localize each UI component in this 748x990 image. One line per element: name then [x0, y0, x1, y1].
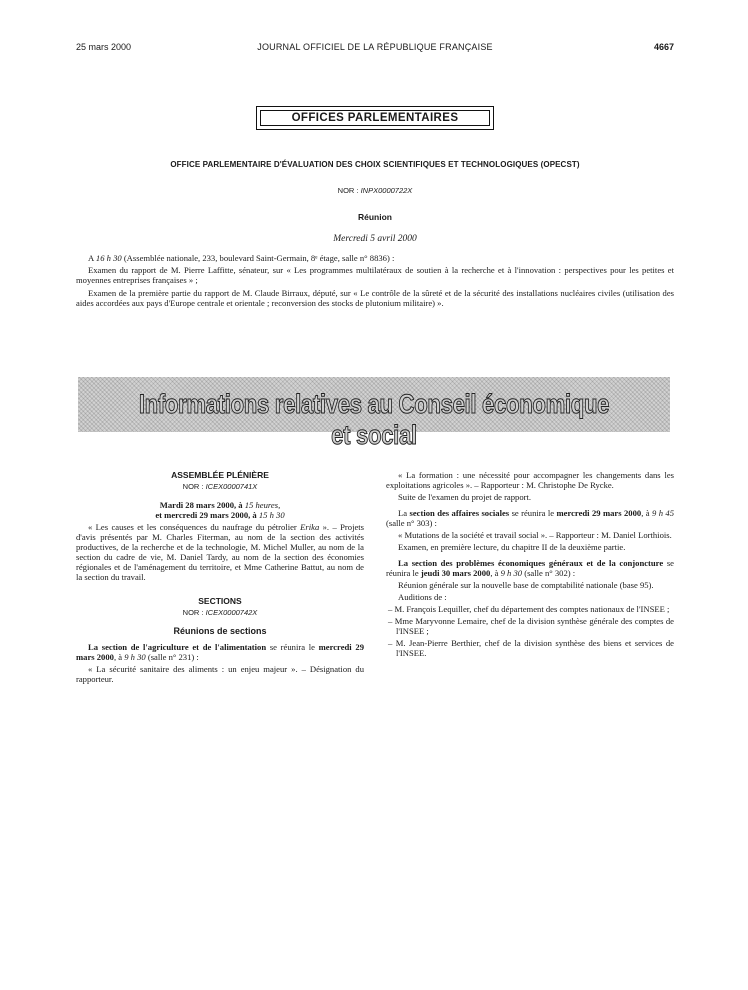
time-prefix: A: [88, 253, 96, 263]
nor-label: NOR :: [182, 608, 206, 617]
text-fragment: se réunira le: [266, 642, 319, 652]
social-date: mercredi 29 mars 2000: [556, 508, 642, 518]
social-section-name: section des affaires sociales: [409, 508, 510, 518]
section-title: OFFICES PARLEMENTAIRES: [260, 110, 490, 126]
nor-code: INPX0000722X: [360, 186, 413, 195]
text-fragment: La: [398, 508, 410, 518]
office-nor: [76, 186, 674, 195]
date-1: Mardi 28 mars 2000, à: [159, 500, 245, 510]
office-item-1: Examen du rapport de M. Pierre Laffitte, sénateur, sur « Les programmes multilatéraux de soutien à la recherche et à l'innovation : perspectives pour les petites et moyennes entreprises françaises » ;: [76, 265, 674, 285]
office-time: 16 h 30: [95, 253, 122, 263]
audition-item: – M. Jean-Pierre Berthier, chef de la division synthèse des biens et services de l'INSEE.: [388, 638, 674, 658]
eco-section-name: La section des problèmes économiques généraux et de la conjoncture: [398, 558, 664, 568]
agri-time: 9 h 30: [124, 652, 146, 662]
office-date: Mercredi 5 avril 2000: [333, 234, 417, 244]
section-title-box: [256, 106, 494, 130]
right-column: [386, 470, 674, 660]
assembly-dates: [76, 500, 364, 520]
sections-nor: [76, 608, 364, 618]
topic-end: ».: [319, 522, 330, 532]
time-location: (Assemblée nationale, 233, boulevard Saint-Germain, 8ᵉ étage, salle n° 8836) :: [121, 253, 395, 263]
audition-item: – M. François Lequiller, chef du département des comptes nationaux de l'INSEE ;: [388, 604, 670, 614]
eco-date: jeudi 30 mars 2000: [420, 568, 491, 578]
header-date: 25 mars 2000: [76, 42, 132, 52]
agri-room: (salle n° 231) :: [145, 652, 199, 662]
social-section-notice: [386, 508, 674, 528]
social-room: (salle n° 303) :: [386, 518, 437, 528]
meetings-heading: Réunions de sections: [173, 626, 267, 636]
nor-code: ICEX0000742X: [205, 608, 258, 617]
audition-item: – Mme Maryvonne Lemaire, chef de la division synthèse générale des comptes de l'INSEE ;: [388, 616, 674, 636]
examen-line: Examen, en première lecture, du chapitre II de la deuxième partie.: [398, 542, 626, 552]
date-2: et mercredi 29 mars 2000, à: [155, 510, 259, 520]
office-item-2: Examen de la première partie du rapport de M. Claude Birraux, député, sur « Le contrôle de la sûreté et de la sécurité des installations nucléaires civiles (utilisation des aides accordées aux pays d'Europe centrale et orientale ; reconversion des stocks de plutonium militaire) ».: [76, 288, 674, 308]
eco-time: 9 h 30: [500, 568, 523, 578]
time-1: 15 heures,: [244, 500, 281, 510]
ship-name: Erika: [300, 522, 320, 532]
eco-section-notice: [386, 558, 674, 578]
text-fragment: se réunira le: [509, 508, 557, 518]
office-heading: Réunion: [358, 212, 392, 222]
header-journal-title: JOURNAL OFFICIEL DE LA RÉPUBLIQUE FRANÇAISE: [257, 42, 493, 52]
text-fragment: , à: [641, 508, 652, 518]
suite-examen: Suite de l'examen du projet de rapport.: [398, 492, 532, 502]
agri-section-name: La section de l'agriculture et de l'alimentation: [88, 642, 267, 652]
agri-date: mercredi 29 mars 2000: [76, 642, 364, 662]
nor-label: NOR :: [337, 186, 361, 195]
banner-title: Informations relatives au Conseil économique et social: [138, 389, 610, 450]
page-header: [76, 42, 674, 56]
agri-section-notice: [76, 642, 364, 662]
text-fragment: se réunira le: [386, 558, 674, 578]
sections-heading: SECTIONS: [198, 596, 242, 606]
reunion-generale: Réunion générale sur la nouvelle base de comptabilité nationale (base 95).: [398, 580, 654, 590]
agri-topic: « La sécurité sanitaire des aliments : un enjeu majeur ». – Désignation du rapporteur.: [76, 664, 364, 684]
nor-code: ICEX0000741X: [205, 482, 258, 491]
office-time-line: [76, 253, 674, 263]
assembly-heading: ASSEMBLÉE PLÉNIÈRE: [171, 470, 269, 480]
mutations-topic: « Mutations de la société et travail social ». – Rapporteur : M. Daniel Lorthiois.: [398, 530, 672, 540]
banner: [78, 377, 670, 450]
left-column: [76, 470, 364, 686]
text-fragment: , à: [113, 652, 125, 662]
assembly-projects: – Projets d'avis présentés par M. Charles Fiterman, au nom de la section des activités productives, de la recherche et de la technologie, M. Michel Muller, au nom de la section du cadre de vie, M. Daniel Tardy, au nom de la section des économies régionales et de l'aménagement du territoire, et Mme Catherine Battut, au nom de la section du travail.: [76, 522, 365, 582]
time-2: 15 h 30: [258, 510, 285, 520]
office-title: OFFICE PARLEMENTAIRE D'ÉVALUATION DES CHOIX SCIENTIFIQUES ET TECHNOLOGIQUES (OPECST): [170, 160, 580, 169]
formation-topic: « La formation : une nécessité pour accompagner les changements dans les exploitations agricoles ». – Rapporteur : M. Christophe De Rycke.: [386, 470, 674, 490]
assembly-nor: [76, 482, 364, 492]
text-fragment: , à: [490, 568, 501, 578]
eco-room: (salle n° 302) :: [522, 568, 576, 578]
topic-text: « Les causes et les conséquences du naufrage du pétrolier: [88, 522, 301, 532]
auditions-label: Auditions de :: [398, 592, 447, 602]
assembly-topic: [76, 522, 364, 582]
nor-label: NOR :: [182, 482, 206, 491]
social-time: 9 h 45: [651, 508, 674, 518]
header-page-number: 4667: [653, 42, 674, 52]
